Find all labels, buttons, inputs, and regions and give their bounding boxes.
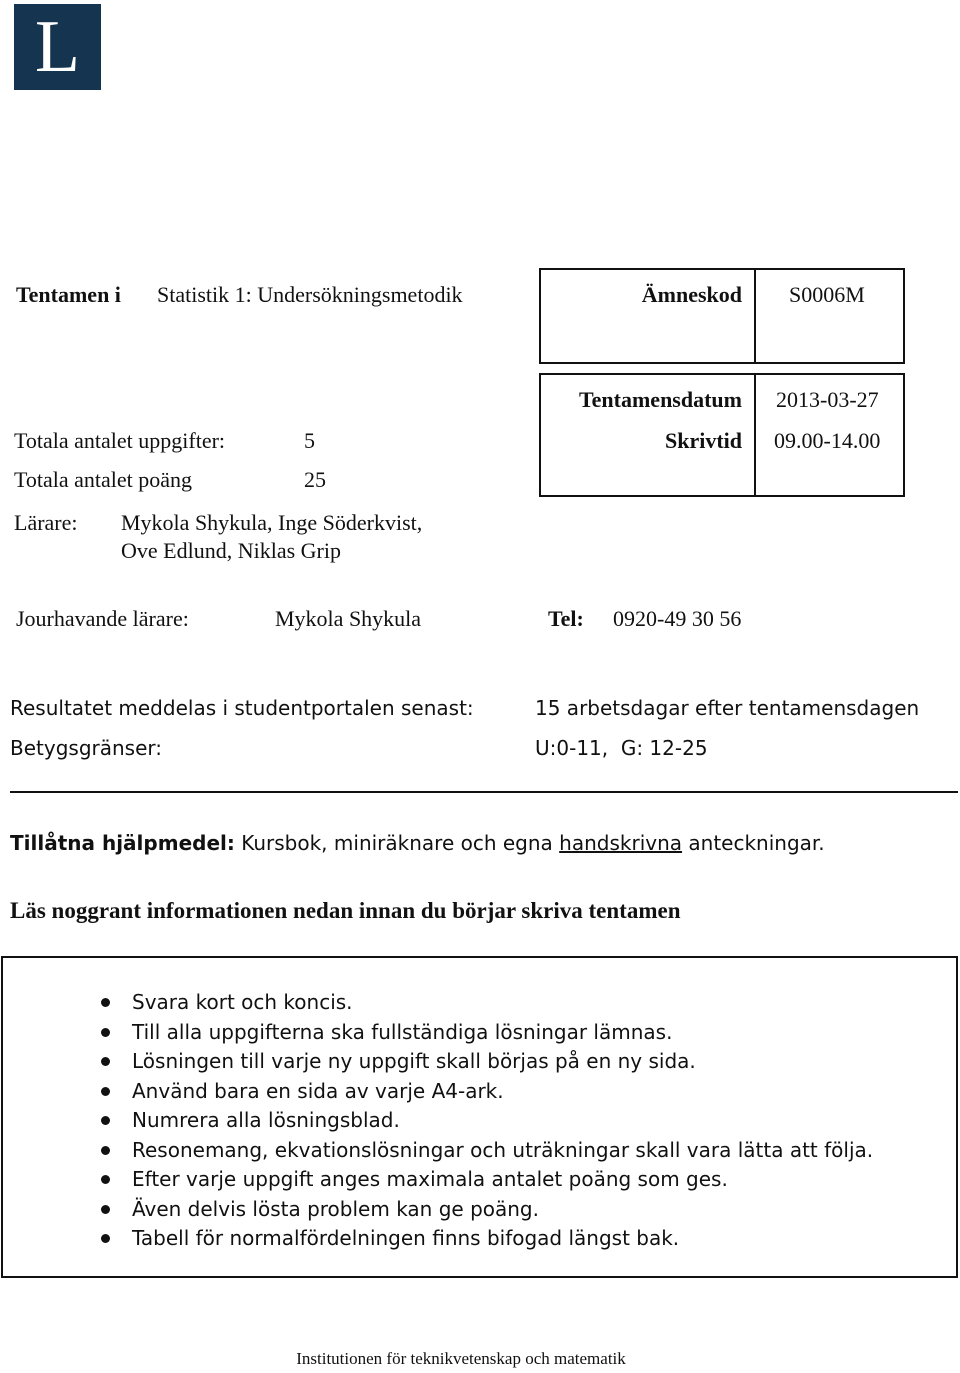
result-label: Resultatet meddelas i studentportalen senast: [10, 696, 474, 720]
grades-value: U:0-11, G: 12-25 [535, 736, 708, 760]
teachers-line2: Ove Edlund, Niklas Grip [121, 538, 341, 563]
rule-text: Efter varje uppgift anges maximala antalet poäng som ges. [132, 1167, 728, 1191]
total-points-label: Totala antalet poäng [14, 467, 193, 492]
subject-code-label: Ämneskod [641, 282, 742, 307]
rules-list [3, 990, 873, 1256]
logo-letter: L [34, 6, 81, 88]
result-value: 15 arbetsdagar efter tentamensdagen [535, 696, 920, 720]
allowed-aids-underlined: handskrivna [559, 831, 683, 855]
section-divider [10, 791, 958, 793]
on-duty-tel-value: 0920-49 30 56 [613, 606, 742, 631]
footer-institution: Institutionen för teknikvetenskap och matematik [296, 1349, 626, 1368]
rule-item [3, 1226, 873, 1256]
exam-time-value: 09.00-14.00 [774, 428, 881, 453]
grades-label: Betygsgränser: [10, 736, 163, 760]
total-tasks-label: Totala antalet uppgifter: [14, 428, 226, 453]
teachers-label: Lärare: [14, 510, 78, 535]
rule-text: Använd bara en sida av varje A4-ark. [132, 1078, 504, 1103]
rule-text: Tabell för normalfördelningen finns bifogad längst bak. [132, 1226, 680, 1250]
on-duty-label: Jourhavande lärare: [16, 606, 189, 631]
bullet-icon [101, 1116, 110, 1125]
rule-text: Även delvis lösta problem kan ge poäng. [132, 1196, 539, 1221]
exam-time-label: Skrivtid [664, 428, 742, 453]
rule-item [3, 1079, 873, 1109]
rules-box [1, 956, 958, 1278]
exam-label: Tentamen i [16, 282, 121, 307]
bullet-icon [101, 1175, 110, 1184]
allowed-aids-label: Tillåtna hjälpmedel: [10, 831, 235, 855]
bullet-icon [101, 1146, 110, 1155]
on-duty-name: Mykola Shykula [275, 606, 422, 631]
subject-code-divider [754, 268, 756, 364]
rule-item [3, 1020, 873, 1050]
rule-text: Till alla uppgifterna ska fullständiga lösningar lämnas. [132, 1019, 673, 1044]
allowed-aids-text: Kursbok, miniräknare och egna [241, 831, 553, 855]
exam-date-value: 2013-03-27 [776, 387, 879, 412]
exam-name: Statistik 1: Undersökningsmetodik [157, 282, 463, 307]
bullet-icon [101, 1028, 110, 1037]
rule-text: Resonemang, ekvationslösningar och uträkningar skall vara lätta att följa. [132, 1137, 874, 1162]
read-instructions-heading: Läs noggrant informationen nedan innan du börjar skriva tentamen [10, 898, 681, 923]
rule-item [3, 1049, 873, 1079]
rule-item [3, 1138, 873, 1168]
allowed-aids-text-end: anteckningar. [688, 831, 825, 855]
rule-text: Svara kort och koncis. [132, 990, 353, 1014]
allowed-aids-line [10, 831, 825, 855]
bullet-icon [101, 1205, 110, 1214]
subject-code-value: S0006M [789, 282, 865, 307]
exam-date-label: Tentamensdatum [579, 387, 742, 412]
rule-text: Numrera alla lösningsblad. [132, 1108, 400, 1132]
bullet-icon [101, 1234, 110, 1243]
total-tasks-value: 5 [304, 428, 315, 453]
bullet-icon [101, 1087, 110, 1096]
bullet-icon [101, 998, 110, 1007]
date-time-divider [754, 373, 756, 497]
rule-item [3, 1108, 873, 1138]
total-points-value: 25 [304, 467, 326, 492]
rule-text: Lösningen till varje ny uppgift skall börjas på en ny sida. [132, 1049, 696, 1073]
university-logo [14, 4, 101, 90]
bullet-icon [101, 1057, 110, 1066]
rule-item [3, 1197, 873, 1227]
rule-item [3, 990, 873, 1020]
teachers-line1: Mykola Shykula, Inge Söderkvist, [121, 510, 423, 535]
on-duty-tel-label: Tel: [548, 606, 584, 631]
rule-item [3, 1167, 873, 1197]
